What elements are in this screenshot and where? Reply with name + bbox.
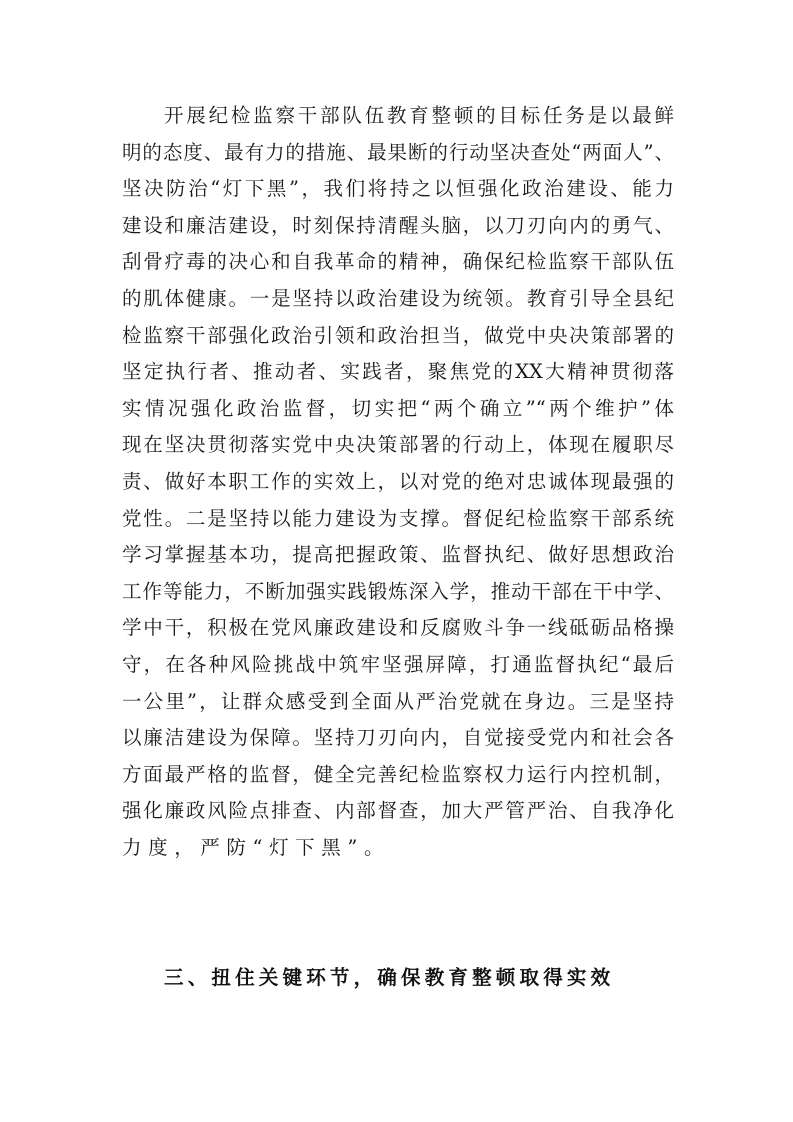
paragraph-line: 检监察干部强化政治引领和政治担当，做党中央决策部署的 <box>122 323 674 347</box>
paragraph-line: 坚定执行者、推动者、实践者，聚焦党的XX大精神贯彻落 <box>122 360 674 384</box>
paragraph-line: 力度，严防“灯下黑”。 <box>122 835 391 859</box>
paragraph-line: 学习掌握基本功，提高把握政策、监督执纪、做好思想政治 <box>122 543 674 567</box>
paragraph-line: 建设和廉洁建设，时刻保持清醒头脑，以刀刃向内的勇气、 <box>122 213 674 237</box>
section-heading: 三、扭住关键环节，确保教育整顿取得实效 <box>164 966 615 989</box>
paragraph-line: 明的态度、最有力的措施、最果断的行动坚决查处“两面人”、 <box>122 140 674 164</box>
paragraph-line: 实情况强化政治监督，切实把“两个确立”“两个维护”体 <box>122 396 674 420</box>
paragraph-line: 现在坚决贯彻落实党中央决策部署的行动上，体现在履职尽 <box>122 433 674 457</box>
paragraph-line: 方面最严格的监督，健全完善纪检监察权力运行内控机制， <box>122 762 674 786</box>
paragraph-line: 的肌体健康。一是坚持以政治建设为统领。教育引导全县纪 <box>122 286 674 310</box>
paragraph-line: 以廉洁建设为保障。坚持刀刃向内，自觉接受党内和社会各 <box>122 726 674 750</box>
paragraph-line: 党性。二是坚持以能力建设为支撑。督促纪检监察干部系统 <box>122 506 674 530</box>
paragraph-line: 一公里”，让群众感受到全面从严治党就在身边。三是坚持 <box>122 689 674 713</box>
paragraph-line: 开展纪检监察干部队伍教育整顿的目标任务是以最鲜 <box>164 104 674 127</box>
body-paragraph <box>122 98 674 866</box>
paragraph-line: 学中干，积极在党风廉政建设和反腐败斗争一线砥砺品格操 <box>122 616 674 640</box>
paragraph-line: 责、做好本职工作的实效上，以对党的绝对忠诚体现最强的 <box>122 469 674 493</box>
paragraph-line: 强化廉政风险点排查、内部督查，加大严管严治、自我净化 <box>122 799 674 823</box>
paragraph-line: 刮骨疗毒的决心和自我革命的精神，确保纪检监察干部队伍 <box>122 250 674 274</box>
paragraph-line: 守，在各种风险挑战中筑牢坚强屏障，打通监督执纪“最后 <box>122 652 674 676</box>
paragraph-line: 工作等能力，不断加强实践锻炼深入学，推动干部在干中学、 <box>122 579 674 603</box>
paragraph-line: 坚决防治“灯下黑”，我们将持之以恒强化政治建设、能力 <box>122 177 674 201</box>
